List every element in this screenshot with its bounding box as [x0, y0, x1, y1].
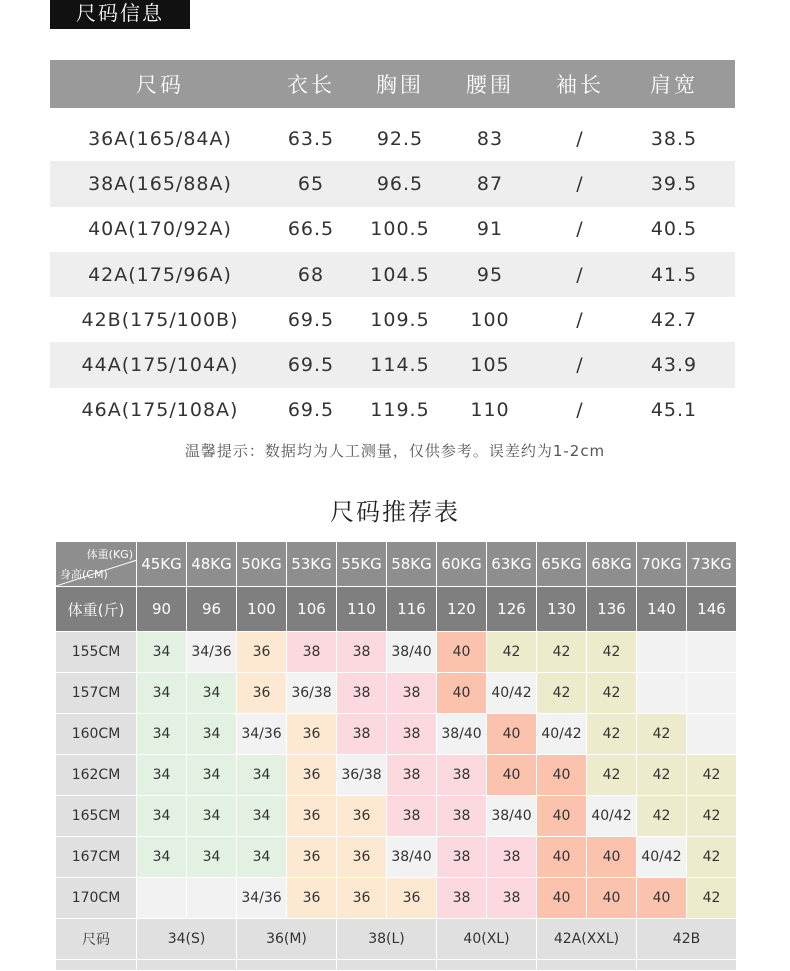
header-sleeve: 袖长 — [556, 73, 604, 97]
size-cell: 40 — [587, 878, 637, 919]
cell-chest: 96.5 — [376, 172, 424, 195]
header-size: 尺码 — [136, 73, 184, 97]
size-cell: 42 — [637, 755, 687, 796]
corner-weight-label: 体重(KG) — [86, 548, 133, 561]
cell-waist: 100 — [470, 308, 510, 331]
table-row — [50, 161, 735, 206]
size-cell — [637, 632, 687, 673]
weight-jin-header: 110 — [337, 587, 387, 632]
size-cell: 36 — [287, 878, 337, 919]
size-cell: 42 — [537, 632, 587, 673]
size-cell — [687, 714, 737, 755]
header-chest: 胸围 — [376, 73, 424, 97]
cell-sleeve: / — [576, 218, 584, 241]
size-cell: 34 — [237, 755, 287, 796]
table-row — [56, 632, 737, 673]
cell-size: 44A(175/104A) — [81, 354, 239, 377]
weight-kg-header: 60KG — [437, 542, 487, 587]
weight-jin-header: 100 — [237, 587, 287, 632]
size-cell: 36 — [237, 673, 287, 714]
continuation-cell — [337, 960, 437, 971]
cell-length: 69.5 — [287, 354, 335, 377]
size-cell: 36 — [337, 837, 387, 878]
cell-sleeve: / — [576, 172, 584, 195]
continuation-cell — [537, 960, 637, 971]
weight-jin-header: 146 — [687, 587, 737, 632]
cell-length: 69.5 — [287, 308, 335, 331]
size-cell: 38 — [437, 755, 487, 796]
size-cell: 42 — [587, 632, 637, 673]
size-cell: 34 — [187, 755, 237, 796]
corner-cell — [56, 542, 137, 587]
header-length: 衣长 — [287, 73, 335, 97]
size-cell: 38 — [387, 714, 437, 755]
cell-shoulder: 42.7 — [650, 308, 698, 331]
weight-jin-header: 116 — [387, 587, 437, 632]
footer-size: 42A(XXL) — [537, 919, 637, 960]
size-cell: 42 — [687, 837, 737, 878]
cell-size: 42A(175/96A) — [88, 263, 232, 286]
size-cell: 34 — [187, 673, 237, 714]
weight-jin-label: 体重(斤) — [56, 587, 137, 632]
cell-sleeve: / — [576, 399, 584, 422]
cell-sleeve: / — [576, 308, 584, 331]
cell-waist: 91 — [476, 218, 504, 241]
size-cell: 36 — [287, 714, 337, 755]
height-label: 162CM — [56, 755, 137, 796]
size-cell: 38 — [337, 632, 387, 673]
header-waist: 腰围 — [466, 73, 514, 97]
weight-kg-header: 55KG — [337, 542, 387, 587]
size-cell — [687, 632, 737, 673]
table-row — [56, 878, 737, 919]
size-cell: 36 — [287, 796, 337, 837]
weight-kg-header: 65KG — [537, 542, 587, 587]
size-cell: 34/36 — [187, 632, 237, 673]
footer-row — [56, 919, 737, 960]
size-cell: 36 — [337, 796, 387, 837]
size-cell — [637, 673, 687, 714]
header-row-kg — [56, 542, 737, 587]
size-cell: 36 — [287, 837, 337, 878]
table-row — [56, 796, 737, 837]
size-cell: 40 — [487, 755, 537, 796]
weight-kg-header: 63KG — [487, 542, 537, 587]
weight-jin-header: 140 — [637, 587, 687, 632]
weight-kg-header: 50KG — [237, 542, 287, 587]
cell-shoulder: 45.1 — [650, 399, 698, 422]
height-label: 155CM — [56, 632, 137, 673]
height-label: 167CM — [56, 837, 137, 878]
section-tag: 尺码信息 — [50, 0, 190, 29]
cell-shoulder: 43.9 — [650, 354, 698, 377]
size-cell: 38 — [437, 796, 487, 837]
size-cell: 38/40 — [437, 714, 487, 755]
size-cell: 40 — [537, 796, 587, 837]
size-cell: 38/40 — [387, 632, 437, 673]
size-cell: 42 — [687, 755, 737, 796]
size-cell — [187, 878, 237, 919]
size-cell: 40 — [537, 755, 587, 796]
footer-size: 42B — [637, 919, 737, 960]
size-cell: 38 — [287, 632, 337, 673]
size-cell: 36 — [387, 878, 437, 919]
size-cell: 36 — [237, 632, 287, 673]
recommend-title: 尺码推荐表 — [330, 498, 460, 526]
size-cell: 42 — [487, 632, 537, 673]
weight-kg-header: 68KG — [587, 542, 637, 587]
weight-kg-header: 58KG — [387, 542, 437, 587]
cell-shoulder: 39.5 — [650, 172, 698, 195]
footer-size: 40(XL) — [437, 919, 537, 960]
continuation-cell — [56, 960, 137, 971]
header-shoulder: 肩宽 — [650, 73, 698, 97]
size-cell — [137, 878, 187, 919]
size-cell: 40/42 — [487, 673, 537, 714]
size-cell: 38/40 — [387, 837, 437, 878]
table-row — [50, 116, 735, 161]
size-table-header — [50, 60, 735, 108]
table-row — [50, 297, 735, 342]
weight-kg-header: 73KG — [687, 542, 737, 587]
size-cell: 34 — [137, 632, 187, 673]
size-cell: 34 — [137, 673, 187, 714]
weight-jin-header: 120 — [437, 587, 487, 632]
size-cell: 36/38 — [287, 673, 337, 714]
weight-jin-header: 130 — [537, 587, 587, 632]
size-cell: 38 — [337, 673, 387, 714]
cell-size: 38A(165/88A) — [88, 172, 232, 195]
size-cell: 36/38 — [337, 755, 387, 796]
size-cell: 36 — [337, 878, 387, 919]
size-cell: 40 — [537, 837, 587, 878]
footer-size: 34(S) — [137, 919, 237, 960]
size-cell: 42 — [537, 673, 587, 714]
table-row — [50, 207, 735, 252]
size-cell: 38 — [387, 796, 437, 837]
cell-sleeve: / — [576, 127, 584, 150]
size-cell: 34 — [137, 714, 187, 755]
footer-size: 38(L) — [337, 919, 437, 960]
cell-length: 63.5 — [287, 127, 335, 150]
cell-chest: 100.5 — [370, 218, 430, 241]
cell-size: 42B(175/100B) — [81, 308, 239, 331]
weight-kg-header: 45KG — [137, 542, 187, 587]
size-cell: 38 — [437, 878, 487, 919]
size-cell: 42 — [587, 714, 637, 755]
size-cell: 38 — [387, 673, 437, 714]
size-cell: 34 — [187, 796, 237, 837]
size-cell: 34 — [237, 796, 287, 837]
cell-sleeve: / — [576, 263, 584, 286]
cell-length: 66.5 — [287, 218, 335, 241]
size-cell: 40/42 — [637, 837, 687, 878]
weight-jin-header: 126 — [487, 587, 537, 632]
footer-label: 尺码 — [56, 919, 137, 960]
size-cell: 42 — [587, 755, 637, 796]
weight-jin-header: 106 — [287, 587, 337, 632]
cell-length: 65 — [297, 172, 325, 195]
size-cell: 38 — [337, 714, 387, 755]
continuation-cell — [637, 960, 737, 971]
continuation-row — [56, 960, 737, 971]
size-cell: 42 — [687, 796, 737, 837]
cell-waist: 105 — [470, 354, 510, 377]
cell-waist: 87 — [476, 172, 504, 195]
height-label: 160CM — [56, 714, 137, 755]
size-cell: 40 — [437, 673, 487, 714]
cell-size: 40A(170/92A) — [88, 218, 232, 241]
table-row — [50, 252, 735, 297]
size-cell: 34 — [237, 837, 287, 878]
size-cell: 40/42 — [587, 796, 637, 837]
cell-waist: 95 — [476, 263, 504, 286]
size-cell: 42 — [687, 878, 737, 919]
header-row-jin — [56, 587, 737, 632]
size-cell: 34/36 — [237, 714, 287, 755]
size-cell: 42 — [587, 673, 637, 714]
size-cell: 40 — [637, 878, 687, 919]
height-label: 165CM — [56, 796, 137, 837]
footer-size: 36(M) — [237, 919, 337, 960]
cell-sleeve: / — [576, 354, 584, 377]
cell-shoulder: 40.5 — [650, 218, 698, 241]
size-cell: 38/40 — [487, 796, 537, 837]
cell-length: 68 — [297, 263, 325, 286]
height-label: 157CM — [56, 673, 137, 714]
cell-length: 69.5 — [287, 399, 335, 422]
continuation-cell — [237, 960, 337, 971]
size-cell: 42 — [637, 714, 687, 755]
size-table-body — [50, 116, 735, 433]
table-row — [56, 673, 737, 714]
size-cell: 38 — [387, 755, 437, 796]
continuation-cell — [437, 960, 537, 971]
size-info-table — [50, 60, 735, 433]
size-cell: 38 — [437, 837, 487, 878]
size-recommend-table — [55, 541, 737, 971]
size-cell: 42 — [637, 796, 687, 837]
size-cell: 40 — [437, 632, 487, 673]
cell-waist: 110 — [470, 399, 510, 422]
cell-shoulder: 41.5 — [650, 263, 698, 286]
size-cell: 34 — [137, 755, 187, 796]
cell-chest: 114.5 — [370, 354, 430, 377]
size-cell: 40 — [587, 837, 637, 878]
table-row — [50, 342, 735, 387]
size-cell: 40 — [537, 878, 587, 919]
height-label: 170CM — [56, 878, 137, 919]
cell-shoulder: 38.5 — [650, 127, 698, 150]
cell-chest: 109.5 — [370, 308, 430, 331]
cell-chest: 119.5 — [370, 399, 430, 422]
table-row — [56, 837, 737, 878]
weight-jin-header: 90 — [137, 587, 187, 632]
size-cell: 38 — [487, 837, 537, 878]
weight-jin-header: 96 — [187, 587, 237, 632]
cell-chest: 92.5 — [376, 127, 424, 150]
size-cell — [687, 673, 737, 714]
cell-size: 36A(165/84A) — [88, 127, 232, 150]
cell-size: 46A(175/108A) — [81, 399, 239, 422]
size-cell: 38 — [487, 878, 537, 919]
weight-kg-header: 53KG — [287, 542, 337, 587]
size-cell: 34 — [187, 837, 237, 878]
size-cell: 36 — [287, 755, 337, 796]
weight-jin-header: 136 — [587, 587, 637, 632]
table-row — [56, 755, 737, 796]
table-row — [50, 388, 735, 433]
size-cell: 34 — [187, 714, 237, 755]
measurement-note: 温馨提示：数据均为人工测量，仅供参考。误差约为1-2cm — [184, 442, 606, 460]
continuation-cell — [137, 960, 237, 971]
cell-chest: 104.5 — [370, 263, 430, 286]
weight-kg-header: 70KG — [637, 542, 687, 587]
size-cell: 34 — [137, 837, 187, 878]
size-cell: 34/36 — [237, 878, 287, 919]
size-cell: 34 — [137, 796, 187, 837]
weight-kg-header: 48KG — [187, 542, 237, 587]
cell-waist: 83 — [476, 127, 504, 150]
corner-height-label: 身高(CM) — [60, 568, 108, 581]
table-row — [56, 714, 737, 755]
size-cell: 40 — [487, 714, 537, 755]
size-cell: 40/42 — [537, 714, 587, 755]
